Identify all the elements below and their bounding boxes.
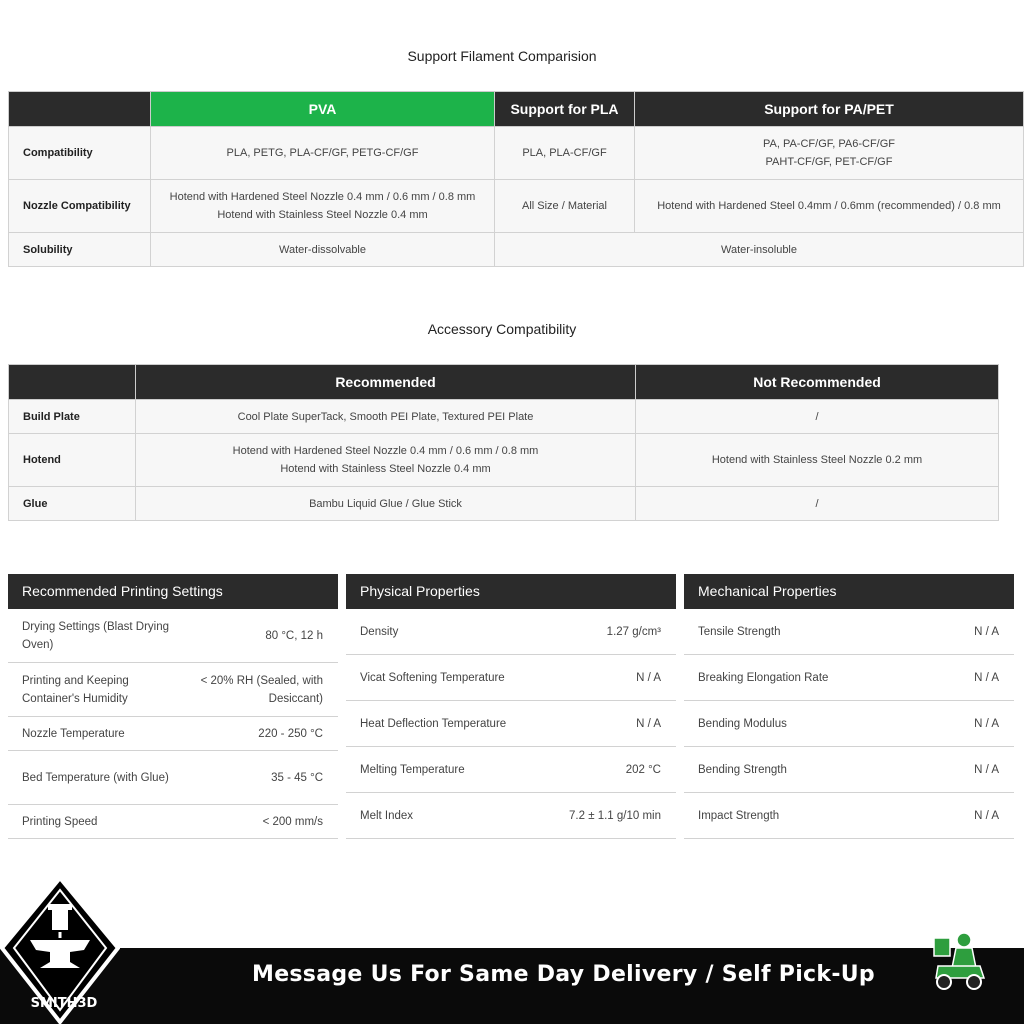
row-value: < 200 mm/s — [262, 815, 323, 828]
delivery-scooter-icon — [928, 928, 988, 994]
cell-not-hotend: Hotend with Stainless Steel Nozzle 0.2 mm — [636, 434, 999, 487]
corner-cell — [9, 365, 136, 400]
cell-pva-compatibility: PLA, PETG, PLA-CF/GF, PETG-CF/GF — [151, 127, 495, 180]
row-label: Bed Temperature (with Glue) — [22, 771, 169, 784]
row-label: Printing Speed — [22, 815, 98, 828]
cell-not-glue: / — [636, 487, 999, 521]
row-label: Heat Deflection Temperature — [360, 717, 507, 730]
cell-papet-nozzle: Hotend with Hardened Steel 0.4mm / 0.6mm (recommended) / 0.8 mm — [635, 180, 1024, 233]
row-label: Density — [360, 625, 399, 638]
cell-pla-compatibility: PLA, PLA-CF/GF — [495, 127, 635, 180]
row-value: 7.2 ± 1.1 g/10 min — [569, 809, 661, 822]
physical-row — [346, 655, 676, 701]
physical-properties-title: Physical Properties — [346, 574, 676, 609]
printing-row — [8, 663, 338, 717]
mechanical-row — [684, 655, 1014, 701]
row-value: N / A — [974, 671, 999, 684]
support-table-title: Support Filament Comparision — [407, 48, 597, 64]
row-value: N / A — [636, 717, 661, 730]
footer-message: Message Us For Same Day Delivery / Self Pick-Up — [252, 962, 875, 987]
row-label: Tensile Strength — [698, 625, 781, 638]
cell-rec-build-plate: Cool Plate SuperTack, Smooth PEI Plate, Textured PEI Plate — [136, 400, 636, 434]
cell-other-solubility: Water-insoluble — [495, 233, 1024, 267]
row-value: 220 - 250 °C — [258, 727, 323, 740]
row-label-nozzle: Nozzle Compatibility — [9, 180, 151, 233]
header-recommended: Recommended — [136, 365, 636, 400]
row-value: 1.27 g/cm³ — [606, 625, 661, 638]
row-label-build-plate: Build Plate — [9, 400, 136, 434]
row-label: Nozzle Temperature — [22, 727, 125, 740]
row-label: Melt Index — [360, 809, 414, 822]
printing-settings-title: Recommended Printing Settings — [8, 574, 338, 609]
physical-row — [346, 701, 676, 747]
mechanical-row — [684, 609, 1014, 655]
row-label: Bending Modulus — [698, 717, 787, 730]
header-support-papet: Support for PA/PET — [635, 92, 1024, 127]
physical-row — [346, 793, 676, 839]
row-value: 202 °C — [625, 763, 661, 776]
row-value: N / A — [636, 671, 661, 684]
physical-properties-panel — [346, 574, 676, 839]
cell-pla-nozzle: All Size / Material — [495, 180, 635, 233]
row-value: N / A — [974, 717, 999, 730]
row-label-hotend: Hotend — [9, 434, 136, 487]
cell-not-build-plate: / — [636, 400, 999, 434]
printing-row — [8, 805, 338, 839]
cell-pva-solubility: Water-dissolvable — [151, 233, 495, 267]
header-pva: PVA — [151, 92, 495, 127]
accessory-table — [8, 364, 999, 521]
row-value: N / A — [974, 809, 999, 822]
cell-rec-hotend: Hotend with Hardened Steel Nozzle 0.4 mm / 0.6 mm / 0.8 mm Hotend with Stainless Steel Nozzle 0.4 mm — [136, 434, 636, 487]
row-label-compatibility: Compatibility — [9, 127, 151, 180]
physical-row — [346, 609, 676, 655]
row-value: < 20% RH (Sealed, with Desiccant) — [200, 674, 323, 705]
mechanical-properties-title: Mechanical Properties — [684, 574, 1014, 609]
row-label-solubility: Solubility — [9, 233, 151, 267]
printing-row — [8, 717, 338, 751]
row-value: 35 - 45 °C — [271, 771, 323, 784]
row-label: Drying Settings (Blast Drying Oven) — [22, 620, 169, 651]
cell-papet-compatibility: PA, PA-CF/GF, PA6-CF/GF PAHT-CF/GF, PET-CF/GF — [635, 127, 1024, 180]
printing-row — [8, 609, 338, 663]
row-label: Printing and Keeping Container's Humidity — [22, 674, 129, 705]
printing-settings-panel — [8, 574, 338, 839]
mechanical-row — [684, 747, 1014, 793]
physical-row — [346, 747, 676, 793]
mechanical-properties-panel — [684, 574, 1014, 839]
accessory-table-title: Accessory Compatibility — [427, 321, 577, 337]
row-value: N / A — [974, 625, 999, 638]
brand-name: SMITH3D — [30, 996, 98, 1011]
row-label: Vicat Softening Temperature — [360, 671, 505, 684]
header-not-recommended: Not Recommended — [636, 365, 999, 400]
printing-row — [8, 751, 338, 805]
cell-rec-glue: Bambu Liquid Glue / Glue Stick — [136, 487, 636, 521]
support-filament-table — [8, 91, 1024, 267]
row-label: Melting Temperature — [360, 763, 465, 776]
mechanical-row — [684, 701, 1014, 747]
row-value: 80 °C, 12 h — [265, 629, 323, 642]
row-label: Breaking Elongation Rate — [698, 671, 829, 684]
row-label: Bending Strength — [698, 763, 787, 776]
row-label-glue: Glue — [9, 487, 136, 521]
mechanical-row — [684, 793, 1014, 839]
row-value: N / A — [974, 763, 999, 776]
row-label: Impact Strength — [698, 809, 780, 822]
corner-cell — [9, 92, 151, 127]
header-support-pla: Support for PLA — [495, 92, 635, 127]
cell-pva-nozzle: Hotend with Hardened Steel Nozzle 0.4 mm / 0.6 mm / 0.8 mm Hotend with Stainless Steel Nozzle 0.4 mm — [151, 180, 495, 233]
